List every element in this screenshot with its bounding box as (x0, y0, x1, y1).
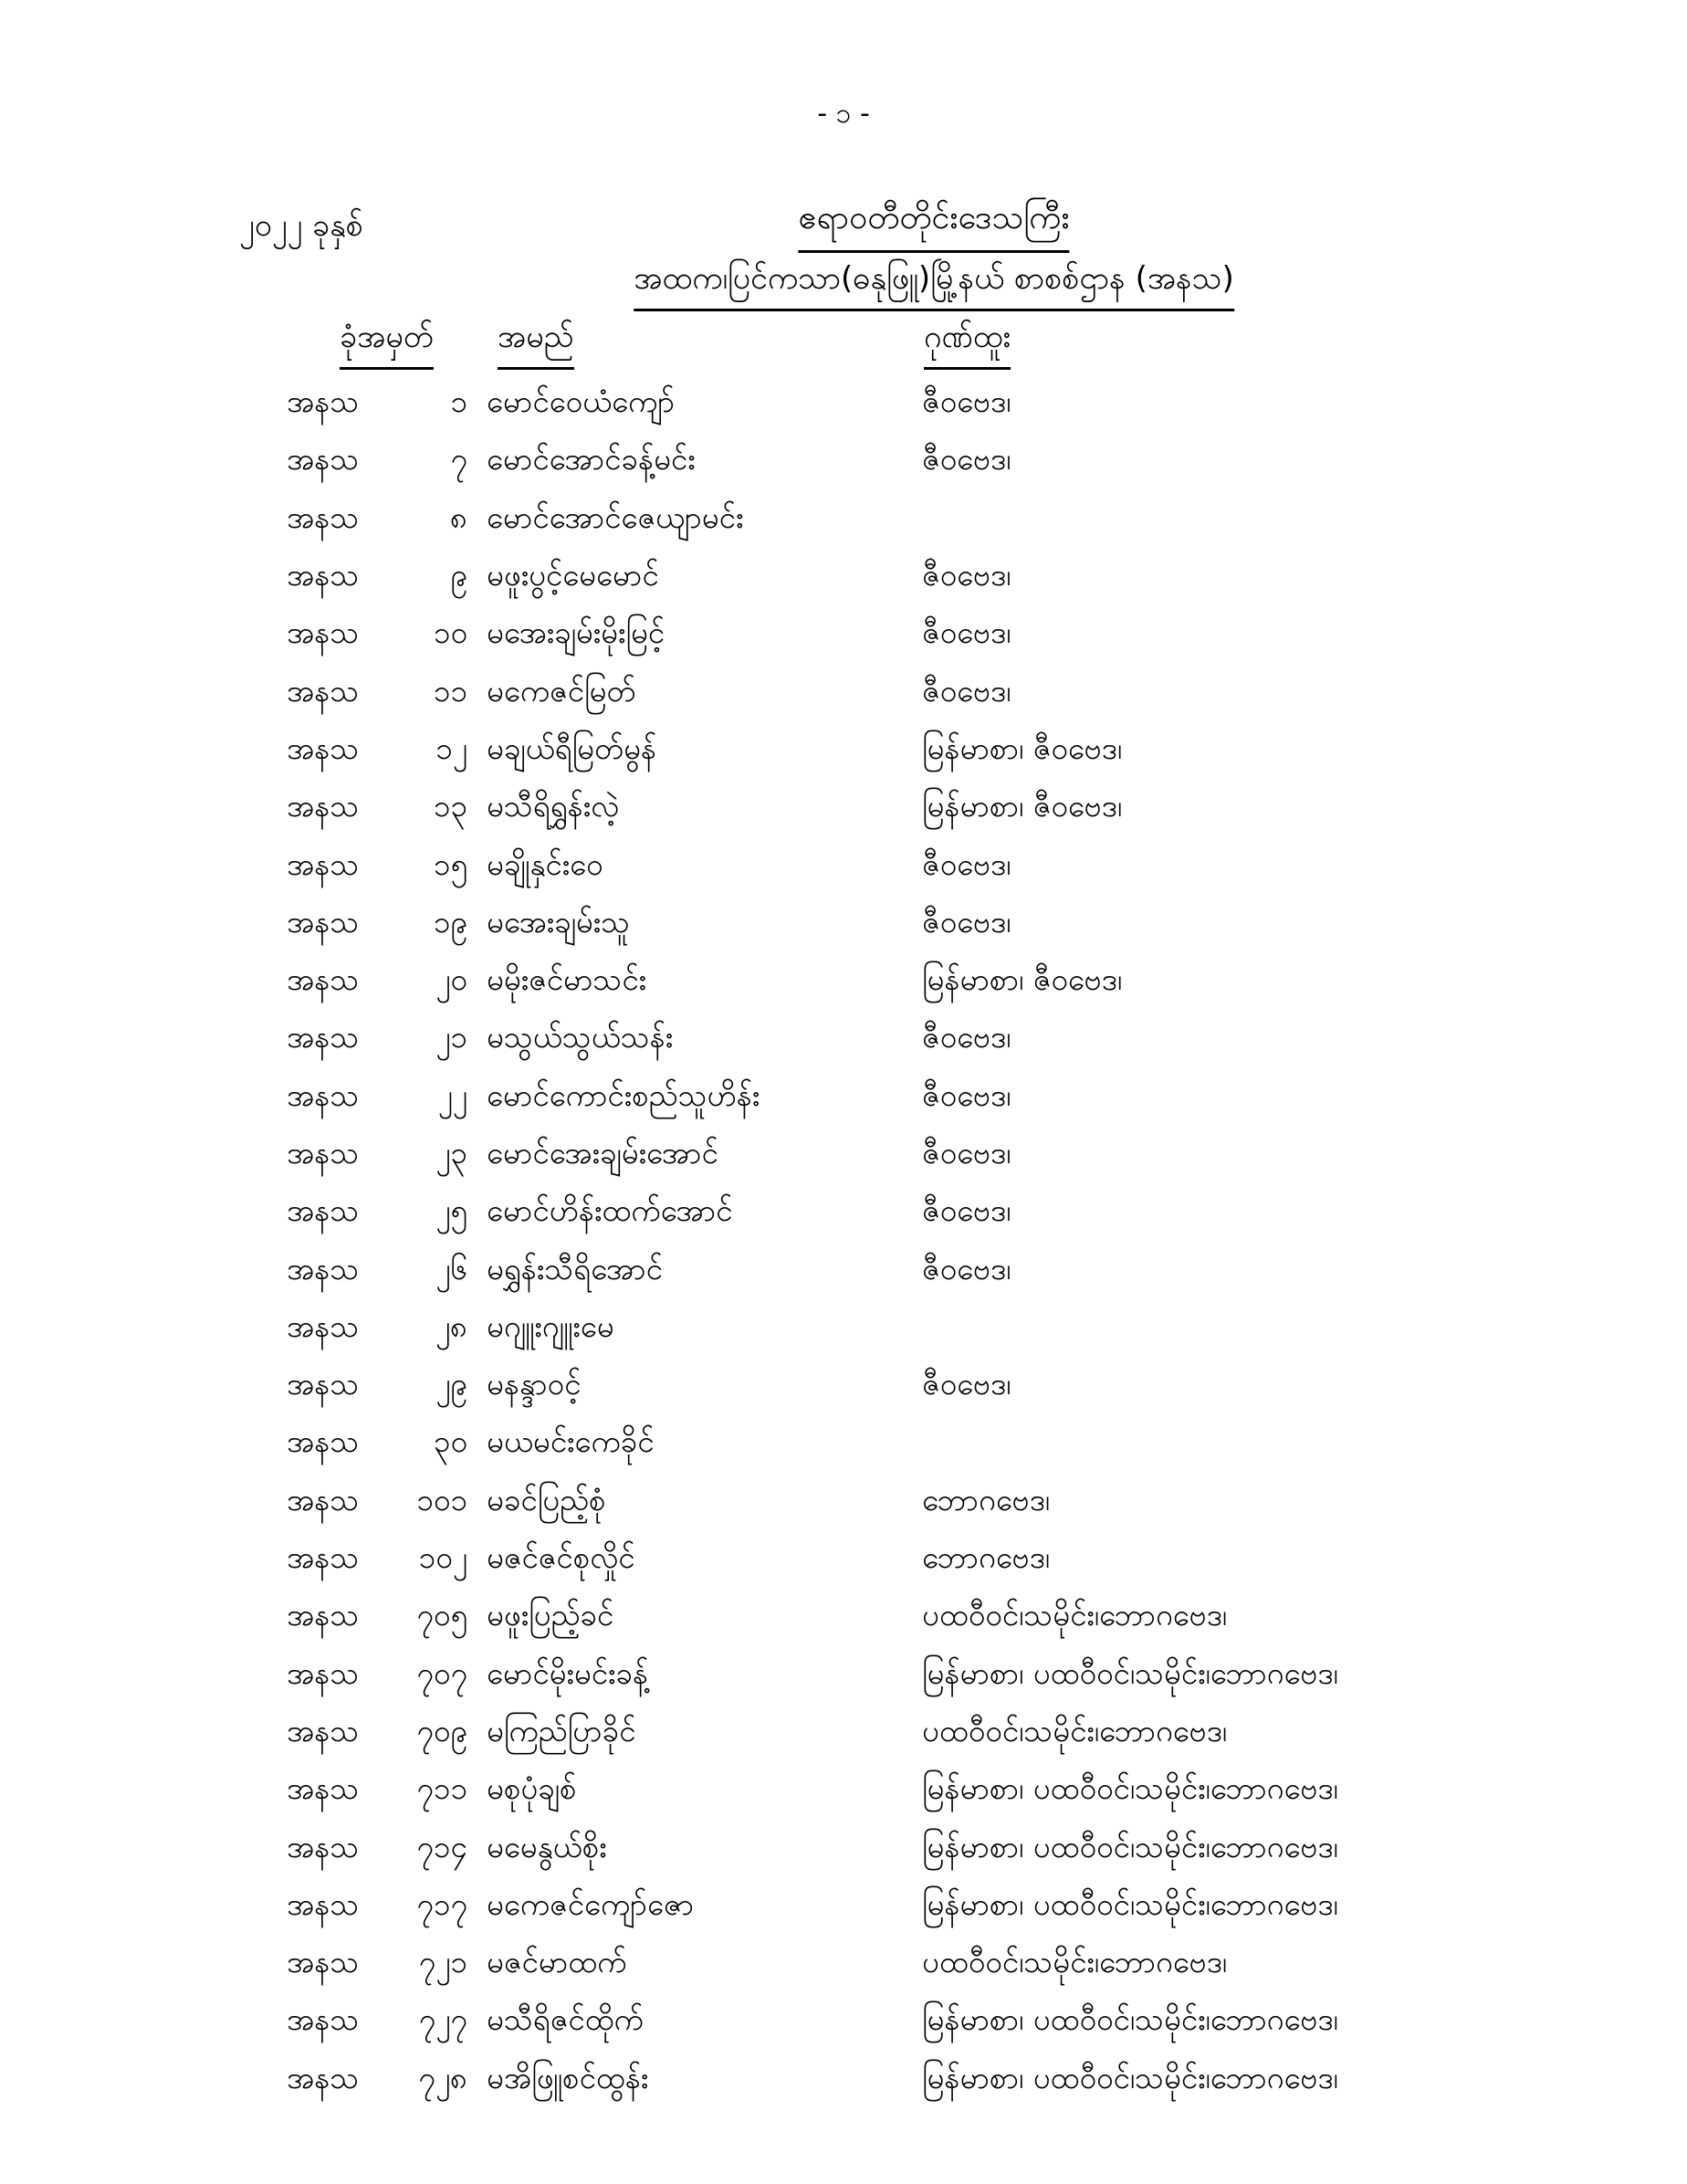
table-row (0, 492, 1687, 550)
honors-cell: ဇီဝဗေဒ၊ (922, 903, 1011, 940)
center-code-cell: အနသ (287, 2059, 360, 2095)
student-name-cell: မသွယ်သွယ်သန်း (487, 1019, 674, 1055)
student-name-cell: မယမင်းကေခိုင် (487, 1423, 655, 1460)
roll-number-cell: ၂၀ (435, 961, 467, 998)
roll-number-cell: ၇၂၈ (418, 2059, 467, 2095)
table-row (0, 897, 1687, 954)
student-name-cell: မကြည်ပြာခိုင် (487, 1712, 636, 1748)
student-name-cell: မောင်အေးချမ်းအောင် (487, 1135, 718, 1171)
center-code-cell: အနသ (287, 1423, 360, 1460)
center-code-cell: အနသ (287, 961, 360, 998)
roll-number-cell: ၂၁ (435, 1019, 467, 1055)
student-name-cell: မအိဖြူစင်ထွန်း (487, 2059, 649, 2095)
honors-cell: ဇီဝဗေဒ၊ (922, 1366, 1011, 1402)
roll-number-cell: ၁၀၂ (418, 1539, 467, 1576)
honors-cell: ဇီဝဗေဒ၊ (922, 1076, 1011, 1113)
center-code-cell: အနသ (287, 499, 360, 535)
table-row (0, 781, 1687, 838)
roll-number-cell: ၇၀၉ (416, 1712, 467, 1748)
table-row (0, 1937, 1687, 1994)
center-code-cell: အနသ (287, 1192, 360, 1229)
honors-cell: ဇီဝဗေဒ၊ (922, 557, 1011, 593)
roll-number-cell: ၇၀၅ (416, 1597, 467, 1633)
honors-cell: ဇီဝဗေဒ၊ (922, 845, 1011, 882)
table-row (0, 954, 1687, 1012)
center-code-cell: အနသ (287, 845, 360, 882)
center-code-cell: အနသ (287, 383, 360, 420)
table-row (0, 1706, 1687, 1763)
roll-number-cell: ၇ (450, 441, 467, 478)
table-row (0, 1012, 1687, 1069)
table-row (0, 723, 1687, 781)
student-name-cell: မောင်အောင်ခန့်မင်း (487, 441, 696, 478)
student-name-cell: မောင်အောင်ဇေယျာမင်း (487, 499, 744, 535)
honors-cell: မြန်မာစာ၊ ပထဝီဝင်၊သမိုင်း၊ဘောဂဗေဒ၊ (922, 1828, 1338, 1864)
center-code-cell: အနသ (287, 1770, 360, 1807)
roll-number-cell: ၇၁၇ (416, 1885, 467, 1922)
student-name-cell: မဇင်မာထက် (487, 1944, 627, 1980)
center-code-cell: အနသ (287, 1828, 360, 1864)
roll-number-cell: ၂၆ (435, 1250, 467, 1286)
honors-cell: ပထဝီဝင်၊သမိုင်း၊ဘောဂဗေဒ၊ (922, 1944, 1227, 1980)
table-row (0, 1590, 1687, 1647)
honors-cell: ဘောဂဗေဒ၊ (922, 1481, 1051, 1517)
center-code-cell: အနသ (287, 1019, 360, 1055)
honors-cell: မြန်မာစာ၊ ဇီဝဗေဒ၊ (922, 961, 1123, 998)
honors-cell: ဇီဝဗေဒ၊ (922, 441, 1011, 478)
roll-number-cell: ၉ (450, 557, 467, 593)
roll-number-cell: ၂၂ (437, 1076, 467, 1113)
year-label: ၂၀၂၂ ခုနှစ် (239, 207, 363, 244)
roll-number-cell: ၃၀ (433, 1423, 467, 1460)
table-row (0, 1301, 1687, 1359)
honors-cell: မြန်မာစာ၊ ဇီဝဗေဒ၊ (922, 730, 1123, 766)
student-name-cell: မဇင်ဇင်စုလှိုင် (487, 1539, 635, 1576)
table-row (0, 1416, 1687, 1474)
table-row (0, 1128, 1687, 1185)
roll-number-cell: ၇၁၄ (416, 1828, 467, 1864)
table-row (0, 1821, 1687, 1878)
roll-number-cell: ၁၀ (433, 614, 467, 651)
table-row (0, 1994, 1687, 2052)
student-name-cell: မမိုးဇင်မာသင်း (487, 961, 647, 998)
honors-cell: မြန်မာစာ၊ ပထဝီဝင်၊သမိုင်း၊ဘောဂဗေဒ၊ (922, 1770, 1338, 1807)
table-row (0, 1648, 1687, 1706)
roll-number-cell: ၈ (450, 499, 467, 535)
student-name-cell: မောင်ဝေယံကျော် (487, 383, 676, 420)
table-header-row (0, 316, 1687, 374)
roll-number-cell: ၁၃ (433, 788, 467, 824)
center-code-cell: အနသ (287, 1076, 360, 1113)
student-name-cell: မသီရိဇင်ထိုက် (487, 2001, 644, 2038)
student-name-cell: မောင်မိုးမင်းခန့် (487, 1654, 649, 1691)
student-name-cell: မနန္ဒာဝင့် (487, 1366, 582, 1402)
honors-cell: ပထဝီဝင်၊သမိုင်း၊ဘောဂဗေဒ၊ (922, 1597, 1227, 1633)
center-code-cell: အနသ (287, 1712, 360, 1748)
exam-center-subtitle: အထက၊ပြင်ကသာ(ဓနုဖြူ)မြို့နယ် စာစစ်ဌာန (အနသ) (634, 257, 1234, 311)
student-name-cell: မအေးချမ်းမိုးမြင့် (487, 614, 665, 651)
center-code-cell: အနသ (287, 1597, 360, 1633)
table-row (0, 1070, 1687, 1128)
center-code-cell: အနသ (287, 1539, 360, 1576)
student-name-cell: မောင်ဟိန်းထက်အောင် (487, 1192, 733, 1229)
center-code-cell: အနသ (287, 1481, 360, 1517)
center-code-cell: အနသ (287, 730, 360, 766)
honors-cell: ဇီဝဗေဒ၊ (922, 383, 1011, 420)
roll-number-cell: ၇၁၁ (416, 1770, 467, 1807)
center-code-cell: အနသ (287, 614, 360, 651)
center-code-cell: အနသ (287, 441, 360, 478)
student-name-cell: မချယ်ရီမြတ်မွန် (487, 730, 657, 766)
honors-cell: ဇီဝဗေဒ၊ (922, 1192, 1011, 1229)
center-code-cell: အနသ (287, 672, 360, 709)
table-row (0, 1532, 1687, 1590)
student-name-cell: မရွှန်းသီရိအောင် (487, 1250, 663, 1286)
student-name-cell: မဖူးပြည့်ခင် (487, 1597, 614, 1633)
table-row (0, 1359, 1687, 1416)
honors-cell: မြန်မာစာ၊ ပထဝီဝင်၊သမိုင်း၊ဘောဂဗေဒ၊ (922, 1654, 1338, 1691)
student-name-cell: မမေနွယ်စိုး (487, 1828, 607, 1864)
honors-cell: ဇီဝဗေဒ၊ (922, 1019, 1011, 1055)
center-code-cell: အနသ (287, 1366, 360, 1402)
honors-cell: မြန်မာစာ၊ ပထဝီဝင်၊သမိုင်း၊ဘောဂဗေဒ၊ (922, 2059, 1338, 2095)
student-name-cell: မကေဇင်မြတ် (487, 672, 636, 709)
table-row (0, 550, 1687, 607)
table-row (0, 1475, 1687, 1532)
center-code-cell: အနသ (287, 903, 360, 940)
table-row (0, 1185, 1687, 1243)
center-code-cell: အနသ (287, 1885, 360, 1922)
honors-cell: ပထဝီဝင်၊သမိုင်း၊ဘောဂဗေဒ၊ (922, 1712, 1227, 1748)
center-code-cell: အနသ (287, 1250, 360, 1286)
honors-cell: ဇီဝဗေဒ၊ (922, 1250, 1011, 1286)
student-name-cell: မဖူးပွင့်မေမောင် (487, 557, 659, 593)
table-row (0, 838, 1687, 896)
table-row (0, 1243, 1687, 1300)
honors-cell: မြန်မာစာ၊ ပထဝီဝင်၊သမိုင်း၊ဘောဂဗေဒ၊ (922, 2001, 1338, 2038)
region-title: ဧရာဝတီတိုင်းဒေသကြီး (798, 195, 1069, 253)
table-row (0, 434, 1687, 491)
table-row (0, 2053, 1687, 2110)
student-name-cell: မစုပုံချစ် (487, 1770, 577, 1807)
honors-cell: ဇီဝဗေဒ၊ (922, 614, 1011, 651)
table-row (0, 1879, 1687, 1937)
roll-number-cell: ၁၁ (433, 672, 467, 709)
student-name-cell: မခင်ပြည့်စုံ (487, 1481, 606, 1517)
results-table-body (0, 376, 1687, 2110)
student-name-cell: မသီရိရွှန်းလဲ့ (487, 788, 620, 824)
honors-cell: မြန်မာစာ၊ ဇီဝဗေဒ၊ (922, 788, 1123, 824)
center-code-cell: အနသ (287, 557, 360, 593)
roll-number-cell: ၁၂ (435, 730, 467, 766)
student-name-cell: မကေဇင်ကျော်ဇော (487, 1885, 695, 1922)
student-name-cell: မချိုနှင်းဝေ (487, 845, 603, 882)
center-code-cell: အနသ (287, 1135, 360, 1171)
roll-number-cell: ၂၅ (435, 1192, 467, 1229)
center-code-cell: အနသ (287, 1654, 360, 1691)
center-code-cell: အနသ (287, 1307, 360, 1344)
student-name-cell: မောင်ကောင်းစည်သူဟိန်း (487, 1076, 760, 1113)
roll-number-cell: ၂၃ (435, 1135, 467, 1171)
student-name-cell: မအေးချမ်းသူ (487, 903, 631, 940)
roll-number-cell: ၁၀၁ (416, 1481, 467, 1517)
center-code-cell: အနသ (287, 788, 360, 824)
honors-cell: ဇီဝဗေဒ၊ (922, 1135, 1011, 1171)
page-number: - ၁ - (817, 98, 870, 130)
table-row (0, 607, 1687, 665)
column-header-honors: ဂုဏ်ထူး (924, 316, 1011, 370)
honors-cell: ဇီဝဗေဒ၊ (922, 672, 1011, 709)
student-name-cell: မဂျူးဂျူးမေ (487, 1307, 614, 1344)
table-row (0, 376, 1687, 434)
honors-cell: မြန်မာစာ၊ ပထဝီဝင်၊သမိုင်း၊ဘောဂဗေဒ၊ (922, 1885, 1338, 1922)
roll-number-cell: ၁၅ (433, 845, 467, 882)
table-row (0, 665, 1687, 722)
roll-number-cell: ၇၀၇ (416, 1654, 467, 1691)
column-header-name: အမည် (498, 316, 574, 370)
roll-number-cell: ၁၉ (433, 903, 467, 940)
roll-number-cell: ၂၉ (435, 1366, 467, 1402)
roll-number-cell: ၂၈ (435, 1307, 467, 1344)
column-header-roll-number: ခုံအမှတ် (340, 316, 434, 370)
honors-cell: ဘောဂဗေဒ၊ (922, 1539, 1051, 1576)
roll-number-cell: ၁ (450, 383, 467, 420)
center-code-cell: အနသ (287, 1944, 360, 1980)
table-row (0, 1763, 1687, 1821)
roll-number-cell: ၇၂၁ (418, 1944, 467, 1980)
roll-number-cell: ၇၂၇ (418, 2001, 467, 2038)
center-code-cell: အနသ (287, 2001, 360, 2038)
